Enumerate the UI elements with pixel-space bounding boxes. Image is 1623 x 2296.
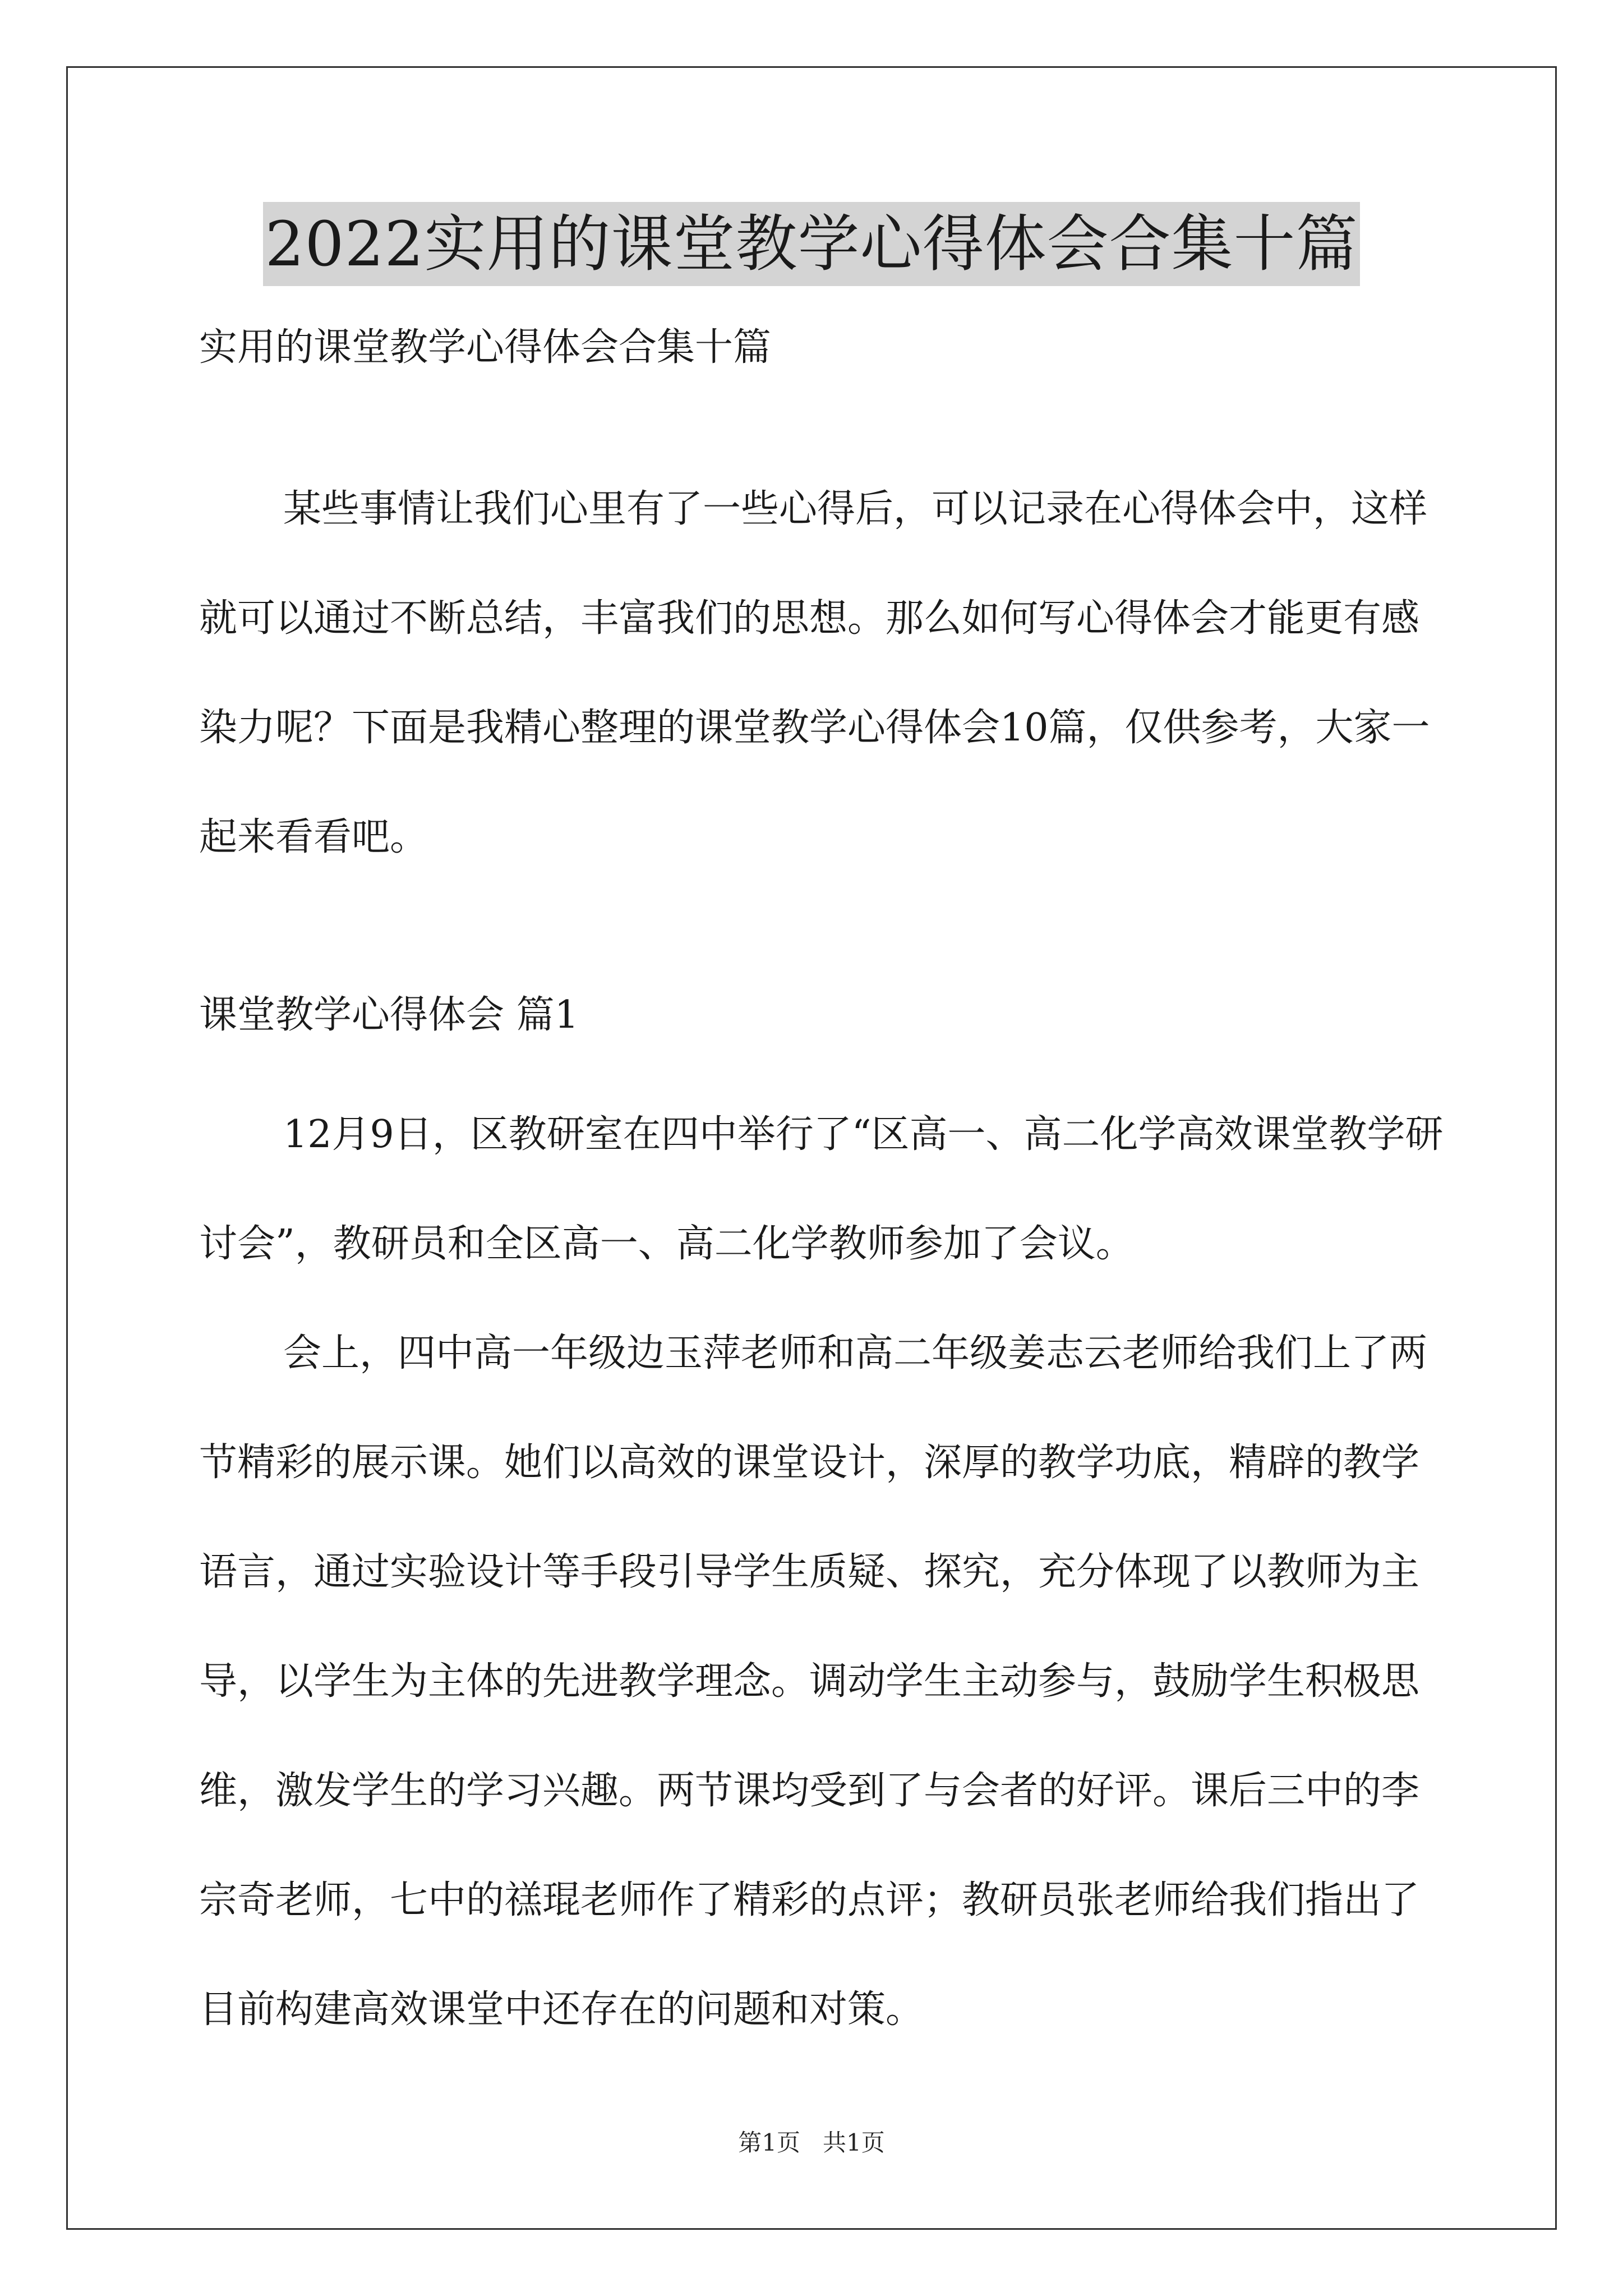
title-container [0, 202, 1623, 286]
intro-paragraph: 某些事情让我们心里有了一些心得后，可以记录在心得体会中，这样就可以通过不断总结，丰富我们的思想。那么如何写心得体会才能更有感染力呢？下面是我精心整理的课堂教学心得体会10篇，仅供参考，大家一起来看看吧。 [199, 487, 1430, 859]
page-footer [0, 2126, 1623, 2160]
document-subtitle: 实用的课堂教学心得体会合集十篇 [199, 325, 772, 370]
body-paragraph-1: 12月9日，区教研室在四中举行了“区高一、高二化学高效课堂教学研讨会”，教研员和全区高一、高二化学教师参加了会议。 [199, 1112, 1444, 1266]
section-heading: 课堂教学心得体会 篇1 [199, 993, 579, 1037]
body-paragraph-2: 会上，四中高一年级边玉萍老师和高二年级姜志云老师给我们上了两节精彩的展示课。她们以高效的课堂设计，深厚的教学功底，精辟的教学语言，通过实验设计等手段引导学生质疑、探究，充分体现了以教师为主导，以学生为主体的先进教学理念。调动学生主动参与，鼓励学生积极思维，激发学生的学习兴趣。两节课均受到了与会者的好评。课后三中的李宗奇老师，七中的禚琨老师作了精彩的点评；教研员张老师给我们指出了目前构建高效课堂中还存在的问题和对策。 [199, 1331, 1428, 2032]
document-title: 2022实用的课堂教学心得体会合集十篇 [263, 202, 1361, 286]
page-total: 共1页 [823, 2129, 885, 2156]
page-number: 第1页 [738, 2129, 800, 2156]
